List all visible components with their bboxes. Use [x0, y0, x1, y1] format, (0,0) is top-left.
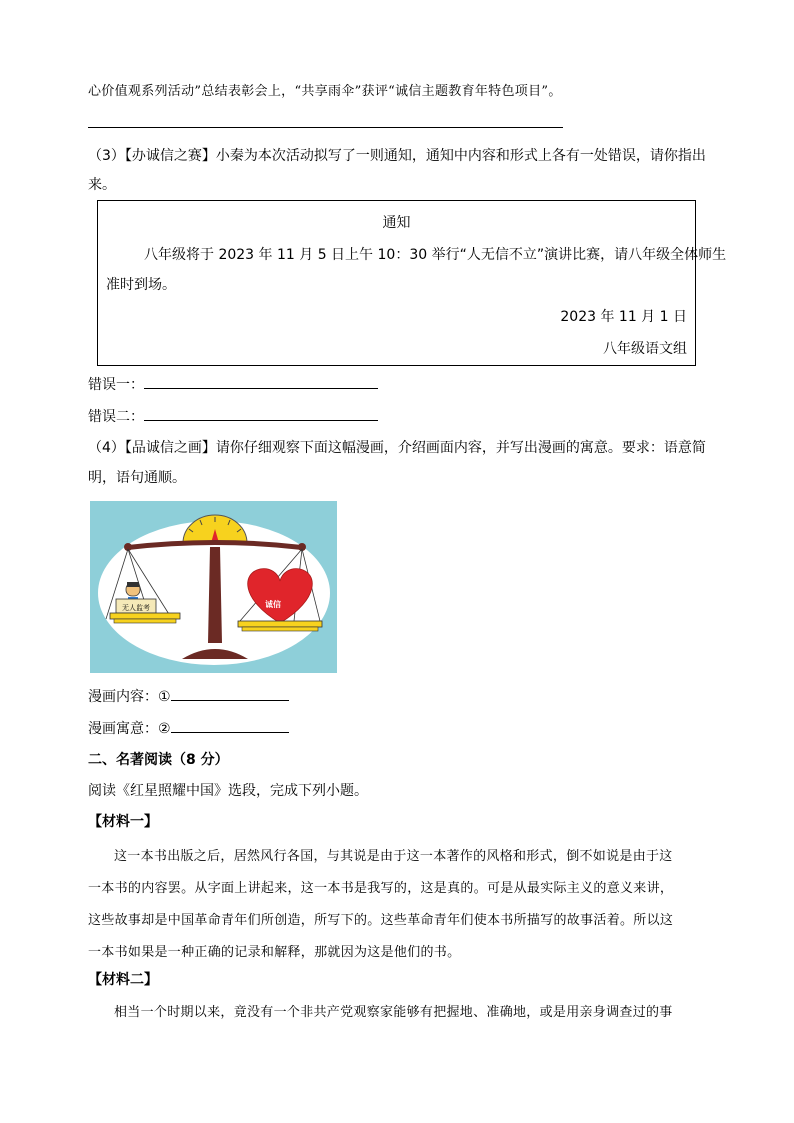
top-continuation-line: 心价值观系列活动”总结表彰会上，“共享雨伞”获评“诚信主题教育年特色项目”。 — [88, 84, 562, 99]
material2-line: 相当一个时期以来，竟没有一个非共产党观察家能够有把握地、准确地，或是用亲身调查过的事 — [114, 1005, 673, 1020]
notice-body-line1: 八年级将于 2023 年 11 月 5 日上午 10：30 举行“人无信不立”演讲比赛，请八年级全体师生 — [144, 247, 727, 263]
integrity-cartoon — [90, 501, 337, 673]
content-label: 漫画内容：① — [88, 689, 171, 705]
error2-row — [88, 406, 378, 427]
q3-line2: 来。 — [88, 177, 116, 193]
content-blank[interactable] — [171, 686, 289, 701]
scale-pillar — [208, 547, 222, 643]
error2-blank[interactable] — [144, 406, 378, 421]
error1-blank[interactable] — [144, 374, 378, 389]
material1-line: 这些故事却是中国革命青年们所创造，所写下的。这些革命青年们使本书所描写的故事活着。所以这 — [88, 913, 674, 928]
q4-line2: 明，语句通顺。 — [88, 470, 186, 486]
error1-row — [88, 374, 378, 395]
notice-box — [97, 200, 727, 366]
q4-line1: （4）【品诚信之画】请你仔细观察下面这幅漫画，介绍画面内容，并写出漫画的寓意。要求：语意简 — [88, 440, 706, 456]
material1-label: 【材料一】 — [88, 814, 158, 830]
meaning-row — [88, 718, 289, 739]
q3-line1: （3）【办诚信之赛】小秦为本次活动拟写了一则通知，通知中内容和形式上各有一处错误，请你指出 — [88, 148, 706, 164]
section2-instruction: 阅读《红星照耀中国》选段，完成下列小题。 — [88, 783, 368, 799]
notice-title: 通知 — [382, 215, 411, 231]
material2-label: 【材料二】 — [88, 972, 158, 988]
left-pan-label: 无人监考 — [122, 604, 150, 612]
content-row — [88, 686, 289, 707]
answer-underline — [88, 127, 563, 128]
material1-line: 一本书的内容罢。从字面上讲起来，这一本书是我写的，这是真的。可是从最实际主义的意义来讲， — [88, 881, 674, 896]
section2-heading: 二、名著阅读（8 分） — [88, 752, 229, 768]
meaning-label: 漫画寓意：② — [88, 721, 171, 737]
right-pan-label: 诚信 — [265, 600, 281, 609]
material1-line: 一本书如果是一种正确的记录和解释，那就因为这是他们的书。 — [88, 945, 461, 960]
notice-body-line2: 准时到场。 — [106, 277, 176, 293]
error2-label: 错误二： — [88, 409, 144, 425]
notice-date: 2023 年 11 月 1 日 — [560, 309, 687, 325]
error1-label: 错误一： — [88, 377, 144, 393]
notice-signer: 八年级语文组 — [603, 341, 687, 357]
material1-line: 这一本书出版之后，居然风行各国，与其说是由于这一本著作的风格和形式，倒不如说是由于这 — [114, 849, 673, 864]
meaning-blank[interactable] — [171, 718, 289, 733]
